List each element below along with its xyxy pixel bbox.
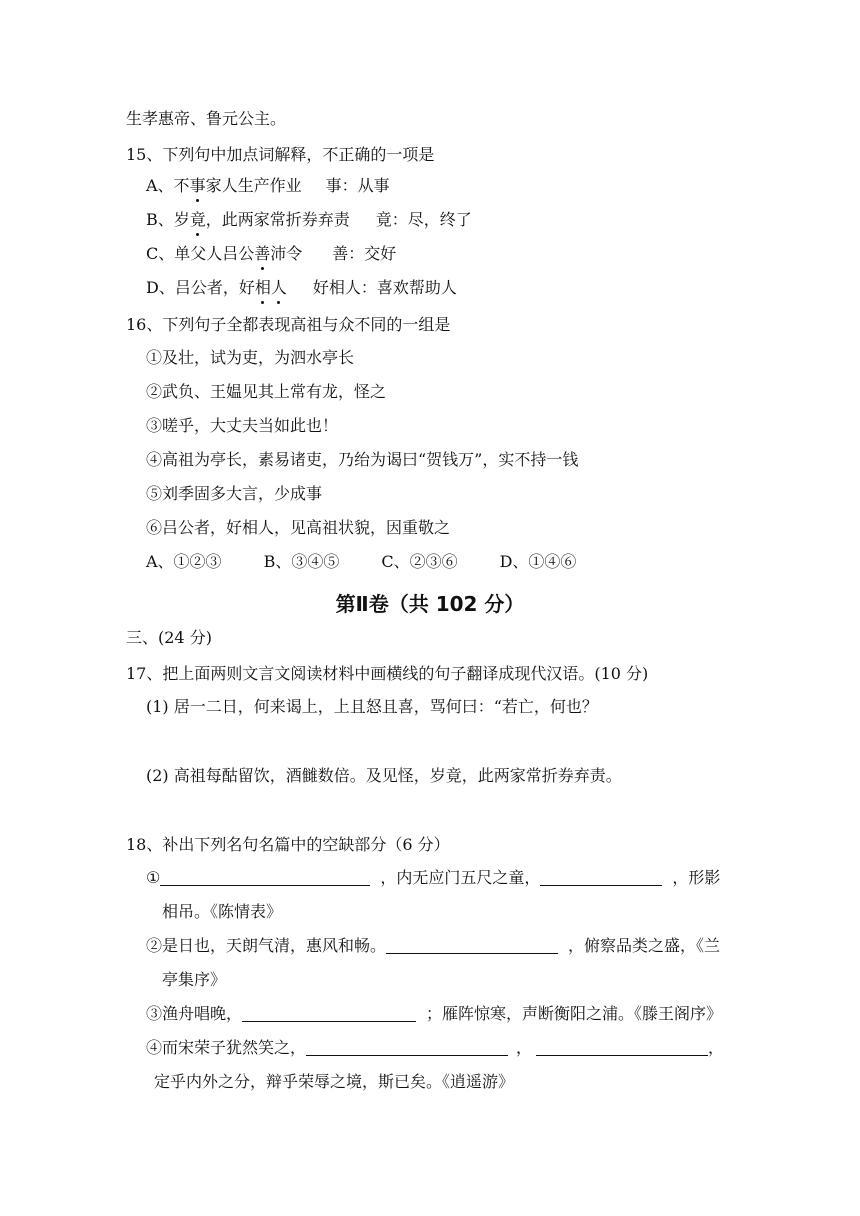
answer-blank[interactable]	[540, 867, 662, 886]
q17-stem: 17、把上面两则文言文阅读材料中画横线的句子翻译成现代汉语。(10 分)	[126, 664, 649, 683]
q18-line-1-cont: 相吊。《陈情表》	[162, 902, 283, 921]
q16-item: ⑥吕公者，好相人，见高祖状貌，因重敬之	[146, 518, 451, 537]
q16-option-b: B、③④⑤	[263, 552, 340, 571]
q18-4-comma: ，	[516, 1038, 533, 1057]
q15-c-gloss: 善：交好	[332, 244, 397, 263]
q16-item: ⑤刘季固多大言，少成事	[146, 484, 323, 503]
passage-fragment: 生孝惠帝、鲁元公主。	[126, 109, 287, 128]
q15-b-dotted-word: 竟	[189, 210, 206, 229]
q15-c-text-pre: C、单父人吕公	[146, 244, 255, 263]
q15-b-text-pre: B、岁	[146, 210, 190, 229]
q18-1-marker: ①	[146, 868, 161, 887]
section-heading: 第Ⅱ卷（共 102 分）	[335, 592, 525, 616]
q15-b-text-post: ，此两家常折券弃责	[205, 210, 350, 229]
q18-3-text: ③渔舟唱晚，	[146, 1004, 243, 1023]
q16-option-d: D、①④⑥	[499, 552, 577, 571]
q15-c-dotted-word: 善	[254, 244, 271, 263]
q15-a-dotted-word: 事	[189, 176, 206, 195]
q15-option-d	[146, 277, 457, 299]
q15-option-a	[146, 175, 390, 197]
q16-option-a: A、①②③	[146, 552, 222, 571]
q18-2-text: ②是日也，天朗气清，惠风和畅。	[146, 936, 387, 955]
q16-item: ③嗟乎，大丈夫当如此也！	[146, 416, 339, 435]
q15-d-gloss: 好相人：喜欢帮助人	[312, 278, 457, 297]
q15-option-c	[146, 243, 396, 265]
section-three-label: 三、(24 分)	[126, 628, 212, 647]
q18-line-4	[146, 1037, 724, 1059]
q16-option-c: C、②③⑥	[381, 552, 458, 571]
q15-d-dotted-word-2: 人	[270, 278, 287, 297]
q18-4-comma-2: ，	[708, 1038, 725, 1057]
q15-b-gloss: 竟：尽，终了	[375, 210, 472, 229]
answer-blank[interactable]	[536, 1037, 708, 1056]
q18-1-text: ，内无应门五尺之童，	[380, 868, 541, 887]
answer-blank[interactable]	[160, 867, 370, 886]
q18-1-tail: ，形影	[672, 868, 721, 887]
q16-item: ①及壮，试为吏，为泗水亭长	[146, 348, 355, 367]
q18-4-text: ④而宋荣子犹然笑之，	[146, 1038, 307, 1057]
q15-a-gloss: 事：从事	[325, 176, 390, 195]
answer-blank[interactable]	[306, 1037, 508, 1056]
q18-2-tail: ，俯察品类之盛，《兰	[568, 936, 721, 955]
q16-options	[146, 551, 576, 573]
q18-line-1	[146, 867, 720, 889]
q18-3-tail: ；雁阵惊寒，声断衡阳之浦。《滕王阁序》	[426, 1004, 723, 1023]
q18-line-3	[146, 1003, 722, 1025]
q16-item: ②武负、王媪见其上常有龙，怪之	[146, 382, 387, 401]
q16-stem: 16、下列句子全都表现高祖与众不同的一组是	[126, 315, 451, 334]
q15-c-text-post: 沛令	[270, 244, 303, 263]
answer-blank[interactable]	[386, 935, 558, 954]
q15-a-text-pre: A、不	[146, 176, 190, 195]
q15-a-text-post: 家人生产作业	[205, 176, 302, 195]
q15-option-b	[146, 209, 472, 231]
q18-line-4-cont: 定乎内外之分，辩乎荣辱之境，斯已矣。《逍遥游》	[154, 1072, 515, 1091]
q18-line-2	[146, 935, 720, 957]
q15-stem: 15、下列句中加点词解释，不正确的一项是	[126, 145, 435, 164]
q18-line-2-cont: 亭集序》	[162, 970, 227, 989]
q17-sentence-2: (2) 高祖每酤留饮，酒雠数倍。及见怪，岁竟，此两家常折券弃责。	[146, 766, 622, 785]
q18-stem: 18、补出下列名句名篇中的空缺部分（6 分）	[126, 835, 450, 854]
q17-sentence-1: (1) 居一二日，何来谒上，上且怒且喜，骂何曰：“若亡，何也？	[146, 697, 598, 716]
answer-blank[interactable]	[242, 1003, 416, 1022]
q15-d-dotted-word-1: 相	[254, 278, 271, 297]
q16-item: ④高祖为亭长，素易诸吏，乃绐为谒曰“贺钱万”，实不持一钱	[146, 450, 579, 469]
q15-d-text-pre: D、吕公者，好	[146, 278, 255, 297]
